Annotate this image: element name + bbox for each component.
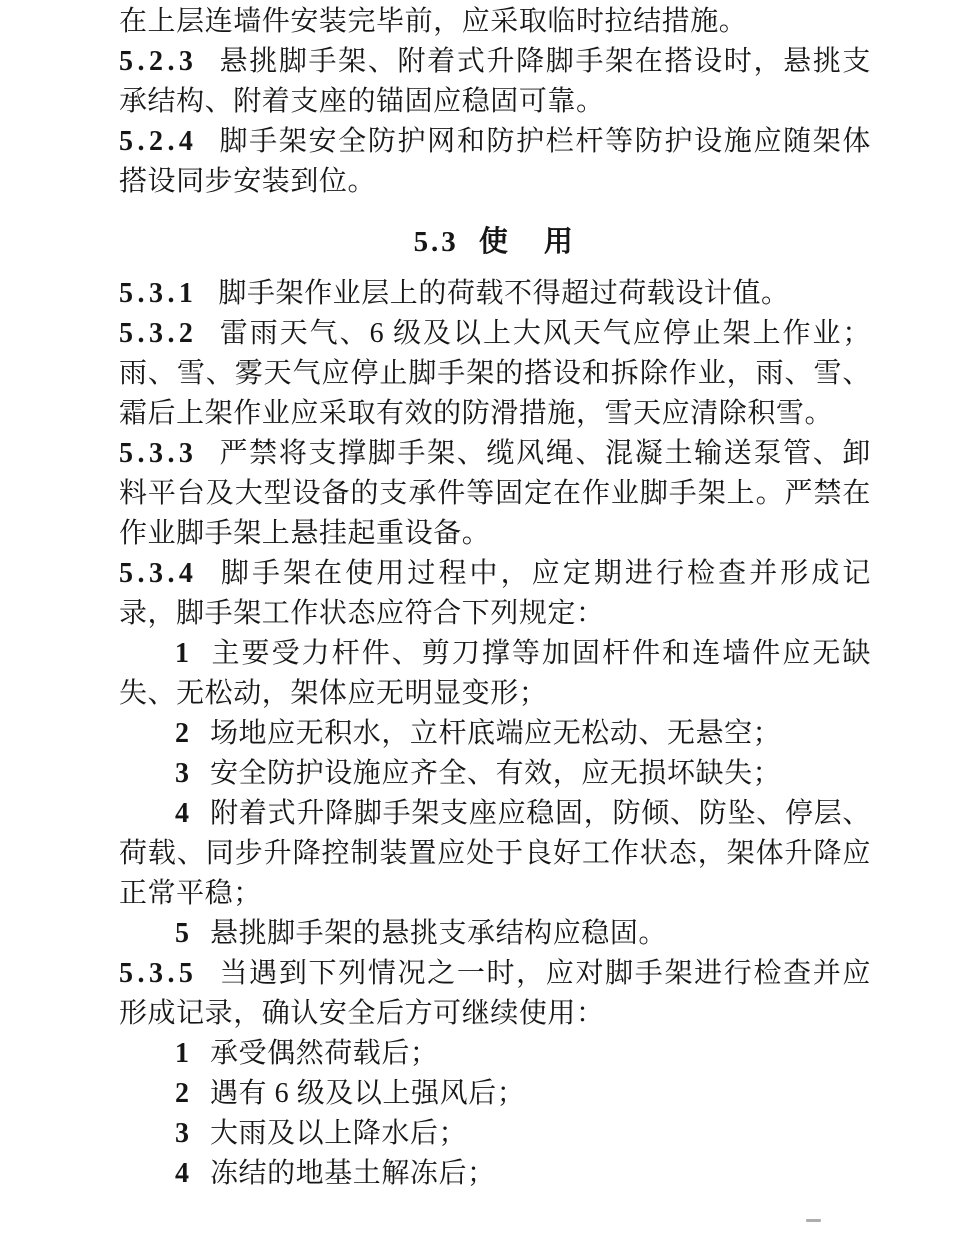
paragraph-text: 雷雨天气、6 级及以上大风天气应停止架上作业；雨、雪、雾天气应停止脚手架的搭设和拆除作业，雨、雪、霜后上架作业应采取有效的防滑措施，雪天应清除积雪。 [119, 318, 871, 429]
clause-paragraph [119, 42, 871, 122]
clause-number: 5.2.4 [119, 126, 198, 157]
section-heading [119, 222, 871, 262]
item-number: 4 [175, 798, 189, 829]
item-number: 1 [175, 638, 189, 669]
clause-paragraph [119, 122, 871, 202]
paragraph-text: 附着式升降脚手架支座应稳固，防倾、防坠、停层、荷载、同步升降控制装置应处于良好工作状态，架体升降应正常平稳； [119, 798, 871, 909]
paragraph-text: 脚手架在使用过程中，应定期进行检查并形成记录，脚手架工作状态应符合下列规定： [119, 558, 871, 629]
clause-paragraph [119, 314, 871, 434]
paragraph-text: 场地应无积水，立杆底端应无松动、无悬空； [210, 718, 782, 749]
item-number: 3 [175, 1118, 189, 1149]
clause-number: 5.3.4 [119, 558, 198, 589]
scan-artifact-dash [806, 1219, 821, 1222]
clause-number: 5.3.1 [119, 278, 198, 309]
clause-number: 5.3.2 [119, 318, 198, 349]
list-item [119, 1074, 871, 1114]
list-item [119, 714, 871, 754]
paragraph-text: 在上层连墙件安装完毕前，应采取临时拉结措施。 [119, 6, 748, 37]
paragraph-text: 冻结的地基土解冻后； [210, 1158, 496, 1189]
clause-number: 5.2.3 [119, 46, 198, 77]
list-item [119, 914, 871, 954]
clause-paragraph [119, 954, 871, 1034]
clause-paragraph [119, 434, 871, 554]
body-paragraph [119, 2, 871, 42]
item-number: 2 [175, 718, 189, 749]
text-column [119, 2, 871, 1194]
paragraph-text: 承受偶然荷载后； [210, 1038, 439, 1069]
list-item [119, 794, 871, 914]
paragraph-text: 主要受力杆件、剪刀撑等加固杆件和连墙件应无缺失、无松动，架体应无明显变形； [119, 638, 871, 709]
paragraph-text: 当遇到下列情况之一时，应对脚手架进行检查并应形成记录，确认安全后方可继续使用： [119, 958, 871, 1029]
paragraph-text: 悬挑脚手架的悬挑支承结构应稳固。 [210, 918, 667, 949]
paragraph-text: 脚手架作业层上的荷载不得超过荷载设计值。 [218, 278, 790, 309]
list-item [119, 754, 871, 794]
item-number: 4 [175, 1158, 189, 1189]
paragraph-text: 大雨及以上降水后； [210, 1118, 468, 1149]
item-number: 3 [175, 758, 189, 789]
list-item [119, 1034, 871, 1074]
item-number: 5 [175, 918, 189, 949]
paragraph-text: 安全防护设施应齐全、有效，应无损坏缺失； [210, 758, 782, 789]
clause-number: 5.3.5 [119, 958, 198, 989]
list-item [119, 1114, 871, 1154]
paragraph-text: 悬挑脚手架、附着式升降脚手架在搭设时，悬挑支承结构、附着支座的锚固应稳固可靠。 [119, 46, 871, 117]
clause-paragraph [119, 554, 871, 634]
section-title: 使 用 [478, 226, 577, 258]
section-number: 5.3 [413, 226, 459, 258]
item-number: 1 [175, 1038, 189, 1069]
clause-number: 5.3.3 [119, 438, 198, 469]
list-item [119, 634, 871, 714]
list-item [119, 1154, 871, 1194]
paragraph-text: 遇有 6 级及以上强风后； [210, 1078, 526, 1109]
paragraph-text: 脚手架安全防护网和防护栏杆等防护设施应随架体搭设同步安装到位。 [119, 126, 871, 197]
paragraph-text: 严禁将支撑脚手架、缆风绳、混凝土输送泵管、卸料平台及大型设备的支承件等固定在作业脚手架上。严禁在作业脚手架上悬挂起重设备。 [119, 438, 871, 549]
clause-paragraph [119, 274, 871, 314]
item-number: 2 [175, 1078, 189, 1109]
